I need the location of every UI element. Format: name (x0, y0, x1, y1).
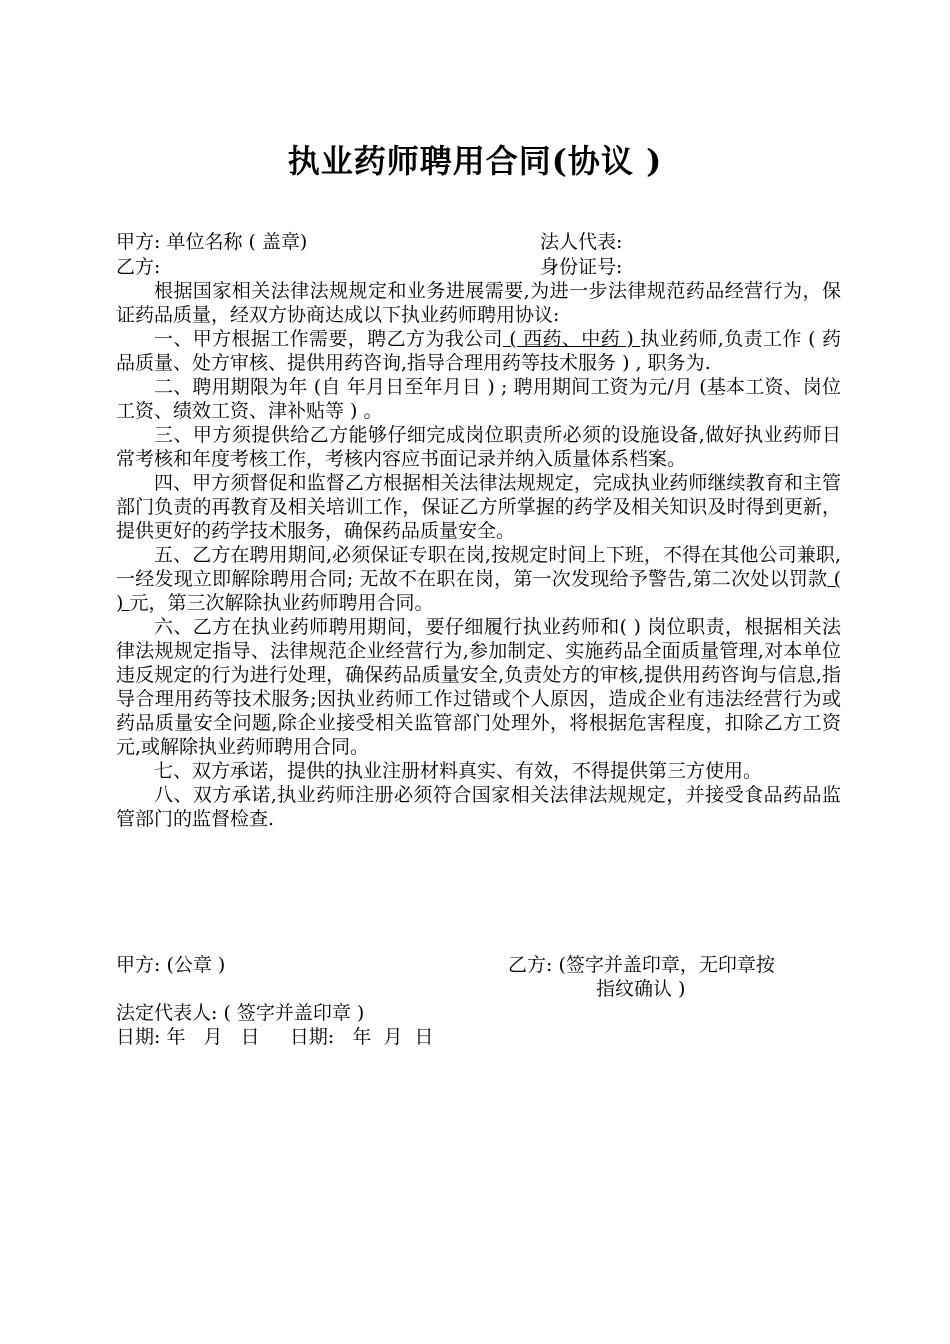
contract-body (116, 279, 841, 831)
clause-2: 二、聘用期限为年 (自 年月日至年月日 ) ; 聘用期间工资为元/月 (基本工资、岗位工资、绩效工资、津补贴等 ) 。 (116, 376, 841, 422)
intro-paragraph: 根据国家相关法律法规规定和业务进展需要,为进一步法律规范药品经营行为，保证药品质量，经双方协商达成以下执业药师聘用协议: (116, 280, 841, 326)
party-a-seal-line: 甲方: (公章 ) (116, 954, 226, 976)
date-line: 日期: 年 月 日 日期: 年 月 日 (116, 1026, 434, 1048)
document-title: 执业药师聘用合同(协议 ) (287, 142, 663, 180)
clause-8: 八、双方承诺,执业药师注册必须符合国家相关法律法规规定，并接受食品药品监管部门的监督检查. (116, 784, 841, 830)
fine-amount-blank: ( ) (116, 568, 841, 614)
party-b-signature-line-1: 乙方: (签字并盖印章，无印章按 (508, 954, 775, 976)
clause-3: 三、甲方须提供给乙方能够仔细完成岗位职责所必须的设施设备,做好执业药师日常考核和年度考核工作，考核内容应书面记录并纳入质量体系档案。 (116, 424, 841, 470)
pharmacist-type-blank: ( 西药、中药 ) (502, 328, 641, 350)
clause-5-text-b: 元，第三次解除执业药师聘用合同。 (129, 592, 434, 614)
legal-representative-label: 法人代表: (540, 231, 623, 253)
clause-1 (116, 327, 841, 375)
legal-representative-signature-line: 法定代表人: ( 签字并盖印章 ) (116, 1002, 365, 1024)
clause-1-text-a: 一、甲方根据工作需要，聘乙方为我公司 (154, 328, 503, 350)
clause-6: 六、乙方在执业药师聘用期间，要仔细履行执业药师和( ) 岗位职责，根据相关法律法规规定指导、法律规范企业经营行为,参加制定、实施药品全面质量管理,对本单位违反规定的行为进行处理，确保药品质量安全,负责处方的审核,提供用药咨询与信息,指导合理用药等技术服务;因执业药师工作过错或个人原因，造成企业有违法经营行为或药品质量安全问题,除企业接受相关监管部门处理外，将根据危害程度，扣除乙方工资元,或解除执业药师聘用合同。 (116, 616, 841, 758)
clause-7: 七、双方承诺，提供的执业注册材料真实、有效，不得提供第三方使用。 (154, 760, 763, 782)
id-number-label: 身份证号: (540, 256, 623, 278)
party-b-label: 乙方: (116, 256, 161, 278)
clause-4: 四、甲方须督促和监督乙方根据相关法律法规规定，完成执业药师继续教育和主管部门负责的再教育及相关培训工作，保证乙方所掌握的药学及相关知识及时得到更新，提供更好的药学技术服务，确保药品质量安全。 (116, 472, 841, 542)
party-b-signature-line-2: 指纹确认 ) (596, 978, 686, 1000)
clause-5 (116, 543, 841, 615)
party-a-label: 甲方: 单位名称 ( 盖章) (116, 231, 308, 253)
clause-5-text-a: 五、乙方在聘用期间,必须保证专职在岗,按规定时间上下班，不得在其他公司兼职,一经发现立即解除聘用合同; 无故不在职在岗，第一次发现给予警告,第二次处以罚款 (116, 544, 841, 590)
clause-1-text-b: 执业药师,负责工作 ( 药品质量、处方审核、提供用药咨询,指导合理用药等技术服务 ) , 职务为. (116, 328, 841, 374)
